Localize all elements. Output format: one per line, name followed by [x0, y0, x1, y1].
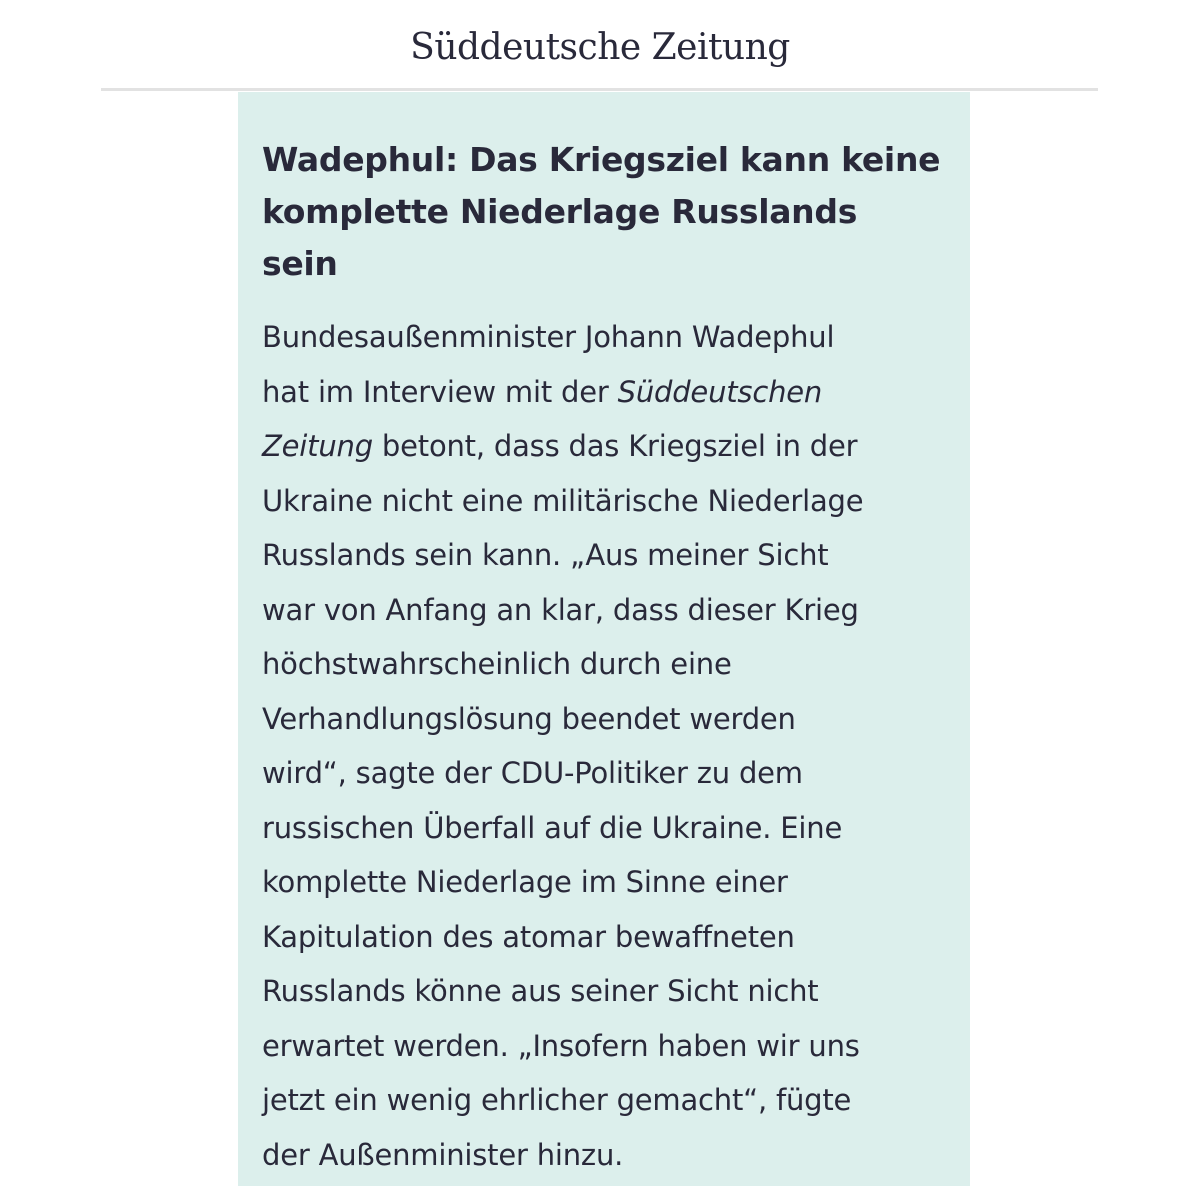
- body-line: [262, 1019, 962, 1074]
- body-text-span: Ukraine nicht eine militärische Niederlage: [262, 483, 864, 518]
- body-text-span: Russlands könne aus seiner Sicht nicht: [262, 974, 819, 1008]
- body-line: [262, 692, 962, 747]
- body-text-span: Kapitulation des atomar bewaffneten: [262, 919, 795, 954]
- body-line: [262, 637, 962, 692]
- body-text-span: russischen Überfall auf die Ukraine. Eine: [262, 810, 843, 845]
- body-line: [262, 801, 962, 856]
- body-text-span: Russlands sein kann. „Aus meiner Sicht: [262, 538, 829, 572]
- body-line: [262, 1073, 962, 1128]
- headline-line: sein: [262, 244, 338, 283]
- masthead: [0, 18, 1200, 78]
- newspaper-name-italic: Süddeutschen: [617, 374, 823, 409]
- headline-line: komplette Niederlage Russlands: [262, 192, 858, 231]
- body-text-span: der Außenminister hinzu.: [262, 1137, 624, 1172]
- body-text-span: betont, dass das Kriegsziel in der: [372, 429, 858, 463]
- body-line: [262, 910, 962, 965]
- sz-logo[interactable]: Süddeutsche Zeitung: [410, 27, 790, 68]
- body-text-span: war von Anfang an klar, dass dieser Krieg: [262, 592, 859, 627]
- body-text-span: jetzt ein wenig ehrlicher gemacht“, fügte: [262, 1083, 852, 1117]
- body-text-span: Verhandlungslösung beendet werden: [262, 701, 796, 736]
- body-line: [262, 474, 962, 529]
- header-divider: [101, 88, 1098, 91]
- body-text-span: höchstwahrscheinlich durch eine: [262, 647, 732, 681]
- newspaper-name-italic: Zeitung: [262, 429, 373, 463]
- body-text-span: Bundesaußenminister Johann Wadephul: [262, 320, 835, 354]
- body-line: [262, 964, 962, 1019]
- body-text-span: komplette Niederlage im Sinne einer: [262, 865, 788, 899]
- article-body: [262, 310, 962, 1182]
- body-line: [262, 855, 962, 910]
- body-line: [262, 1128, 962, 1183]
- body-text-span: hat im Interview mit der: [262, 374, 618, 409]
- body-text-span: wird“, sagte der CDU-Politiker zu dem: [262, 756, 803, 790]
- article-headline: [262, 134, 962, 290]
- headline-line: Wadephul: Das Kriegsziel kann keine: [262, 140, 941, 179]
- body-line: [262, 528, 962, 583]
- body-line: [262, 365, 962, 420]
- body-text-span: erwartet werden. „Insofern haben wir uns: [262, 1028, 860, 1063]
- body-line: [262, 746, 962, 801]
- body-line: [262, 583, 962, 638]
- body-line: [262, 310, 962, 365]
- body-line: [262, 419, 962, 474]
